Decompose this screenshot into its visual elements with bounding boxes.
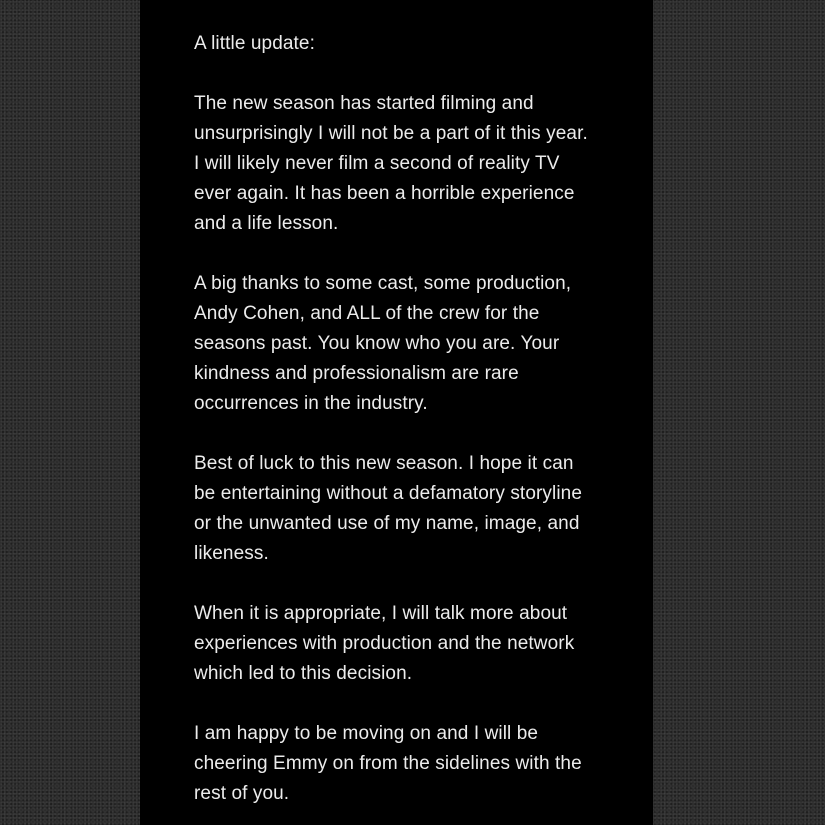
note-line: experiences with production and the network [194, 633, 575, 654]
note-heading: A little update: [194, 33, 315, 54]
note-paragraph-4 [194, 599, 613, 689]
note-line: rest of you. [194, 783, 290, 804]
note-line: Andy Cohen, and ALL of the crew for the [194, 303, 540, 324]
note-line: Best of luck to this new season. I hope it can [194, 453, 574, 474]
note-line: occurrences in the industry. [194, 393, 428, 414]
note-line: seasons past. You know who you are. Your [194, 333, 560, 354]
note-paragraph-3 [194, 449, 613, 569]
note-paragraph-5 [194, 719, 613, 809]
note-line: be entertaining without a defamatory storyline [194, 483, 582, 504]
note-line: ever again. It has been a horrible experience [194, 183, 575, 204]
note-line: I will likely never film a second of reality TV [194, 153, 560, 174]
note-line: kindness and professionalism are rare [194, 363, 519, 384]
note-line: When it is appropriate, I will talk more about [194, 603, 568, 624]
note-line: or the unwanted use of my name, image, and [194, 513, 580, 534]
note-body [194, 29, 613, 809]
note-line: likeness. [194, 543, 269, 564]
note-line: cheering Emmy on from the sidelines with the [194, 753, 582, 774]
note-line: I am happy to be moving on and I will be [194, 723, 539, 744]
note-heading-paragraph [194, 29, 613, 59]
note-panel [140, 0, 653, 825]
note-paragraph-1 [194, 89, 613, 239]
note-paragraph-2 [194, 269, 613, 419]
note-line: which led to this decision. [194, 663, 413, 684]
note-line: unsurprisingly I will not be a part of it this year. [194, 123, 588, 144]
note-line: and a life lesson. [194, 213, 339, 234]
note-line: A big thanks to some cast, some production, [194, 273, 572, 294]
note-line: The new season has started filming and [194, 93, 534, 114]
